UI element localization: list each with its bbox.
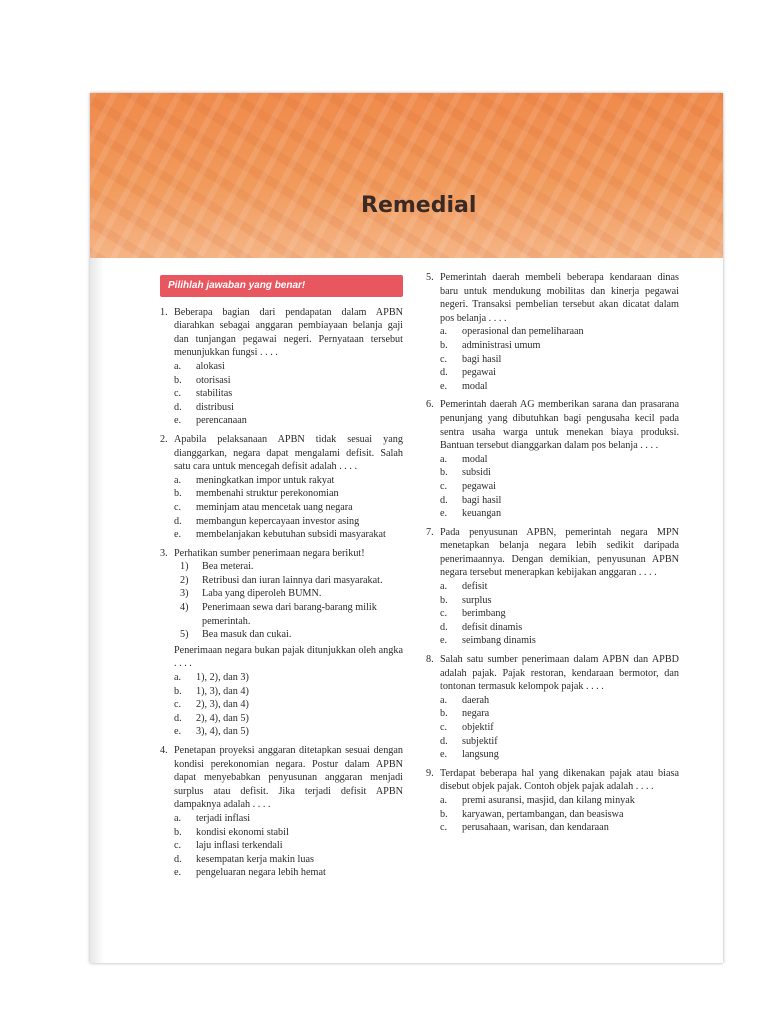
statement-number: 1) [180,561,189,573]
option-text: objektif [462,722,494,733]
header-banner [90,93,723,258]
statement-list [174,560,403,642]
answer-option [440,748,679,762]
answer-option [174,360,403,374]
question-item [160,547,403,739]
option-letter: e. [174,529,182,541]
statement-text: Laba yang diperoleh BUMN. [202,588,322,600]
option-letter: a. [440,581,448,593]
answer-option [174,487,403,501]
question-text: Pada penyusunan APBN, pemerintah negara MPN menetapkan belanja negara lebih sedikit daripada penerimaannya. Dengan demikian, penyusunan APBN negara tersebut menerapkan kebijakan anggaran . . . . [440,526,679,579]
option-letter: c. [174,388,182,400]
answer-option [440,694,679,708]
answer-option [174,501,403,515]
option-letter: a. [440,794,448,806]
answer-option [174,515,403,529]
option-letter: c. [440,480,448,492]
answer-option [440,325,679,339]
answer-option [174,685,403,699]
statement-number: 5) [180,629,189,641]
question-number: 6. [426,399,434,411]
option-text: administrasi umum [462,339,541,351]
textbook-page [90,93,723,963]
answer-option [440,339,679,353]
answer-option [174,528,403,542]
option-text: perusahaan, warisan, dan kendaraan [462,822,609,834]
option-letter: d. [174,853,182,865]
option-text: kesempatan kerja makin luas [196,853,314,865]
option-text: stabilitas [196,388,233,400]
question-text: Pemerintah daerah membeli beberapa kendaraan dinas baru untuk mendukung mobilitas dan kinerja pegawai negeri. Transaksi pembelian tersebut akan dicatat dalam pos belanja . . . . [440,272,679,324]
answer-option [174,725,403,739]
option-letter: b. [440,594,448,606]
option-text: defisit dinamis [462,621,523,633]
option-letter: e. [174,726,182,738]
question-number: 4. [160,745,168,756]
option-text: laju inflasi terkendali [196,840,283,852]
answer-option [440,808,679,822]
statement-text: Bea meterai. [202,561,254,573]
answer-option [440,794,679,808]
option-letter: a. [440,453,448,465]
option-text: 1), 2), dan 3) [196,672,249,684]
answer-option [174,712,403,726]
option-text: terjadi inflasi [196,812,251,824]
option-text: daerah [462,694,490,706]
option-letter: a. [440,326,448,338]
option-list [174,360,403,428]
option-text: surplus [462,594,492,606]
question-list-left [160,306,403,880]
option-letter: e. [440,635,448,647]
option-letter: d. [174,401,182,413]
answer-option [440,466,679,480]
question-item [426,398,679,520]
option-letter: b. [440,339,448,351]
statement-text: Bea masuk dan cukai. [202,629,292,641]
option-letter: c. [174,501,182,513]
answer-option [440,721,679,735]
option-text: bagi hasil [462,494,502,506]
option-letter: d. [440,494,448,506]
option-text: premi asuransi, masjid, dan kilang minyak [462,794,635,806]
statement-item [174,560,403,574]
option-text: berimbang [462,608,506,620]
option-letter: c. [440,822,448,834]
option-letter: c. [174,699,182,711]
option-letter: d. [440,367,448,379]
option-text: kondisi ekonomi stabil [196,826,289,838]
option-text: modal [462,453,488,465]
question-number: 5. [426,272,434,283]
option-text: perencanaan [196,415,247,427]
question-number: 2. [160,433,168,445]
option-text: langsung [462,749,499,761]
option-letter: a. [174,474,182,486]
statement-item [174,574,403,588]
option-letter: b. [174,685,182,697]
option-text: otorisasi [196,374,231,386]
answer-option [174,671,403,685]
option-text: keuangan [462,508,502,520]
option-text: 2), 3), dan 4) [196,699,249,711]
option-text: negara [462,708,490,720]
option-text: 2), 4), dan 5) [196,712,249,724]
answer-option [174,866,403,880]
answer-option [440,453,679,467]
left-column [160,275,403,885]
statement-number: 3) [180,588,189,600]
answer-option [174,401,403,415]
option-text: modal [462,380,488,392]
question-item [426,653,679,762]
option-letter: e. [440,749,448,761]
answer-option [440,380,679,394]
answer-option [174,474,403,488]
option-text: membelanjakan kebutuhan subsidi masyarakat [196,529,386,541]
question-item [426,767,679,835]
answer-option [174,853,403,867]
option-letter: e. [174,415,182,427]
answer-option [174,387,403,401]
question-number: 3. [160,547,168,559]
option-letter: d. [440,621,448,633]
question-number: 8. [426,654,434,666]
question-text: Beberapa bagian dari pendapatan dalam APBN diarahkan sebagai anggaran pembiayaan belanja gaji dan tunjangan pegawai negeri. Pernyataan tersebut menunjukkan fungsi . . . . [174,306,403,359]
answer-option [440,607,679,621]
answer-option [174,826,403,840]
question-text: Apabila pelaksanaan APBN tidak sesuai yang dianggarkan, negara dapat mengalami defisit. Salah satu cara untuk mencegah defisit adalah . . . . [174,433,403,473]
option-text: membenahi struktur perekonomian [196,488,339,500]
option-letter: b. [440,708,448,720]
question-number: 9. [426,767,434,779]
option-text: subjektif [462,735,498,747]
option-text: distribusi [196,401,234,413]
question-text: Penetapan proyeksi anggaran ditetapkan sesuai dengan kondisi perekonomian negara. Postur dalam APBN dapat menyebabkan penyusunan anggaran menjadi surplus atau defisit. Jika terjadi defisit APBN dampaknya adalah . . . . [174,745,403,811]
option-list [440,453,679,521]
statement-text: Penerimaan sewa dari barang-barang milik pemerintah. [202,602,377,627]
option-letter: d. [174,712,182,724]
question-item [160,433,403,542]
right-column [426,271,679,840]
answer-option [440,494,679,508]
answer-option [174,374,403,388]
instruction-banner: Pilihlah jawaban yang benar! [160,275,403,297]
option-text: 1), 3), dan 4) [196,685,249,697]
option-letter: d. [440,735,448,747]
answer-option [440,580,679,594]
answer-option [440,594,679,608]
question-text: Terdapat beberapa hal yang dikenakan pajak atau biasa disebut objek pajak. Contoh objek pajak adalah . . . . [440,767,679,793]
option-letter: e. [174,867,182,879]
option-text: defisit [462,581,488,593]
option-text: pegawai [462,480,496,492]
answer-option [440,735,679,749]
question-item [426,526,679,648]
option-text: meminjam atau mencetak uang negara [196,501,353,513]
option-text: seimbang dinamis [462,635,536,647]
option-letter: a. [174,812,182,824]
option-text: membangun kepercayaan investor asing [196,515,360,527]
answer-option [440,480,679,494]
answer-option [440,366,679,380]
option-list [174,474,403,542]
answer-option [440,507,679,521]
option-list [174,812,403,880]
statement-item [174,587,403,601]
question-list-right [426,271,679,835]
option-letter: d. [174,515,182,527]
option-letter: e. [440,380,448,392]
question-number: 1. [160,306,168,318]
option-list [440,794,679,835]
option-text: subsidi [462,467,491,479]
statement-text: Retribusi dan iuran lainnya dari masyarakat. [202,574,383,586]
option-list [440,325,679,393]
option-text: pengeluaran negara lebih hemat [196,867,326,879]
question-subtext: Penerimaan negara bukan pajak ditunjukkan oleh angka . . . . [174,644,403,670]
question-text: Pemerintah daerah AG memberikan sarana dan prasarana penunjang yang dibutuhkan bagi pengusaha kecil pada sentra usaha warga untuk menekan biaya produksi. Bantuan tersebut dianggarkan dalam pos belanja . . . . [440,399,679,452]
answer-option [174,698,403,712]
option-text: 3), 4), dan 5) [196,726,249,738]
statement-item [174,628,403,642]
option-text: alokasi [196,360,225,372]
statement-number: 2) [180,574,189,586]
statement-item [174,601,403,628]
option-letter: b. [440,808,448,820]
option-list [174,671,403,739]
option-text: bagi hasil [462,353,502,365]
question-item [160,744,403,880]
statement-number: 4) [180,602,189,614]
answer-option [174,839,403,853]
answer-option [440,821,679,835]
option-text: karyawan, pertambangan, dan beasiswa [462,808,624,820]
option-letter: c. [440,722,448,733]
answer-option [174,812,403,826]
option-text: meningkatkan impor untuk rakyat [196,474,335,486]
option-letter: a. [174,360,182,372]
page-title: Remedial [361,193,477,218]
option-letter: a. [440,694,448,706]
question-text: Salah satu sumber penerimaan dalam APBN dan APBD adalah pajak. Pajak restoran, kendaraan bermotor, dan tontonan termasuk kelompok pajak . . . . [440,654,679,693]
answer-option [440,634,679,648]
option-letter: c. [440,353,448,365]
option-letter: c. [440,608,448,620]
option-text: pegawai [462,367,496,379]
answer-option [440,621,679,635]
option-list [440,694,679,762]
question-number: 7. [426,526,434,538]
answer-option [440,353,679,367]
option-letter: b. [174,826,182,838]
option-letter: c. [174,840,182,852]
option-text: operasional dan pemeliharaan [462,326,584,338]
question-item [160,306,403,428]
option-letter: b. [174,488,182,500]
answer-option [440,707,679,721]
option-letter: e. [440,508,448,520]
option-letter: b. [440,467,448,479]
question-item [426,271,679,393]
option-list [440,580,679,648]
answer-option [174,414,403,428]
option-letter: b. [174,374,182,386]
question-text: Perhatikan sumber penerimaan negara berikut! [174,547,365,559]
option-letter: a. [174,672,182,684]
